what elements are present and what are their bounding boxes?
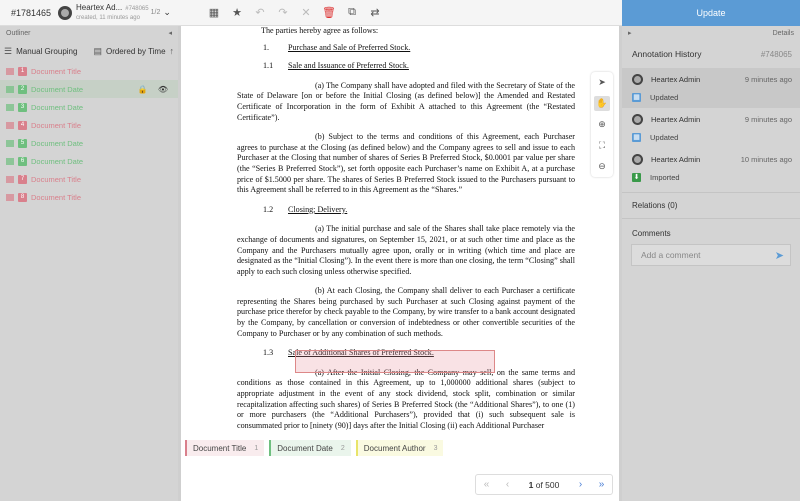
undo-icon[interactable]: ↶	[255, 7, 265, 19]
history-item[interactable]	[622, 68, 800, 108]
hand-icon[interactable]: ✋	[594, 96, 610, 111]
menu-icon[interactable]: ☰	[4, 45, 13, 56]
annotation-selector[interactable]	[58, 3, 195, 23]
created-time: created, 11 minutes ago	[76, 14, 140, 21]
region-number: 5	[18, 139, 27, 148]
history-time: 9 minutes ago	[744, 114, 792, 124]
section-1-2-title: Closing; Delivery.	[288, 204, 348, 214]
region-label: Document Date	[31, 156, 84, 166]
region-number: 4	[18, 121, 27, 130]
grid-icon[interactable]: ▦	[208, 7, 220, 19]
doc-intro: The parties hereby agree as follows:	[261, 26, 379, 35]
history-action: Updated	[650, 132, 679, 142]
history-user: Heartex Admin	[651, 154, 701, 164]
annotation-panel	[622, 0, 800, 501]
user-name: Heartex Ad...	[76, 2, 123, 12]
section-1-3-title: Sale of Additional Shares of Preferred Stock.	[288, 348, 434, 358]
region-label: Document Title	[31, 66, 82, 76]
total-pages: of 500	[535, 479, 560, 490]
region-tag-icon	[6, 86, 14, 93]
region-tag-icon	[6, 176, 14, 183]
document-page: The parties hereby agree as follows: 1. Purchase and Sale of Preferred Stock. 1.1 Sale and Issuance of Preferred Stock. (a) The Company shall have adopted and filed with the Secretary of State of the State of Delaware [on or before the Initial Closing (as defined below)] the Amended and Restated Certificate of Incorporation in the form of Exhibit A attached to this Agreement (the “Restated Certificate”). (b) Subject to the terms and conditions of this Agreement, each Purchaser agrees to purchase at the Closing (as defined below) and the Company agrees to sell and issue to each Purchaser at the Closing that number of shares of Series B Preferred Stock, $0.0001 par value per share (the “Series B Preferred Stock”), set forth opposite each Purchaser’s name on Exhibit A, at a purchase price of $1.5000 per share. The shares of Series B Preferred Stock issued to the Purchasers pursuant to this Agreement shall be referred to in this Agreement as the “Shares.” 1.2 Closing; Delivery. (a) The initial purchase and sale of the Shares shall take place remotely via the exchange of documents and signatures, on September 15, 2021, or at such other time and place as the Company and the Purchasers mutually agree upon, orally or in writing (which time and place are designated as the “Initial Closing”). In the event there is more than one closing, the term “Closing” shall apply to each such closing unless otherwise specified. (b) At each Closing, the Company shall deliver to each Purchaser a certificate representing the Shares being purchased by such Purchaser at such Closing against payment of the purchase price therefor by check payable to the Company, by wire transfer to a bank account designated by the Company, by cancellation or conversion of indebtedness or other convertible securities of the Company to Purchaser or by any combination of such methods. 1.3 Sale of Additional Shares of Preferred Stock. (a) After the Initial Closing, the Company may sell, on the same terms and conditions as those contained in this Agreement, up to 1,000000 additional shares (subject to appropriate adjustment in the event of any stock dividend, stock split, combination or similar recapitalization affecting such shares) of Series B Preferred Stock (the “Additional Shares”), to one (1) or more purchasers (the “Additional Purchasers”), provided that (i) such subsequent sale is consummated prior to [ninety (90)] days after the Initial Closing (ii) each Additional Purchaser	[237, 26, 575, 430]
history-title: Annotation History	[632, 49, 702, 59]
region-number: 3	[18, 103, 27, 112]
arrow-up-icon[interactable]: ↑	[169, 46, 175, 56]
region-item[interactable]	[0, 170, 178, 188]
top-toolbar	[0, 0, 622, 26]
region-number: 6	[18, 157, 27, 166]
region-number: 7	[18, 175, 27, 184]
lock-icon[interactable]: 🔒	[137, 84, 148, 94]
collapse-left-icon[interactable]: ◂	[168, 30, 172, 37]
section-1-3-a: (a) After the Initial Closing, the Company may sell, on the same terms and conditions as those contained in this Agreement, up to 1,000000 additional shares (subject to appropriate adjustment in the event of any stock dividend, stock split, combination or similar recapitalization affecting such shares) of Series B Preferred Stock (the “Additional Shares”), to one (1) or more purchasers (the “Additional Purchasers”), provided that (i) such subsequent sale is consummated prior to [ninety (90)] days after the Initial Closing (ii) each Additional Purchaser	[237, 367, 575, 430]
pagination-bar	[181, 466, 619, 501]
region-item[interactable]	[0, 134, 178, 152]
history-user: Heartex Admin	[651, 74, 701, 84]
eye-icon[interactable]: 👁	[157, 84, 168, 94]
section-1-2-a: (a) The initial purchase and sale of the Shares shall take place remotely via the exchange of documents and signatures, on September 15, 2021, or at such other time and place as the Company and the Purchasers mutually agree upon, orally or in writing (which time and place are designated as the “Initial Closing”). In the event there is more than one closing, the term “Closing” shall apply to each such closing unless otherwise specified.	[237, 224, 575, 276]
outliner-panel	[0, 26, 178, 501]
region-number: 8	[18, 193, 27, 202]
label-document-title[interactable]: Document Title 1	[185, 440, 264, 456]
fit-icon[interactable]: ⛶	[598, 140, 606, 150]
region-label: Document Date	[31, 84, 84, 94]
region-label: Document Date	[31, 138, 84, 148]
region-label: Document Title	[31, 192, 82, 202]
history-time: 9 minutes ago	[744, 74, 792, 84]
send-icon[interactable]: ➤	[774, 249, 784, 262]
current-page[interactable]: 1	[528, 479, 534, 490]
section-1-title: Purchase and Sale of Preferred Stock.	[288, 42, 411, 52]
region-item[interactable]	[0, 80, 178, 98]
pointer-icon[interactable]: ➤	[598, 77, 606, 87]
history-action: Imported	[650, 172, 680, 182]
region-number: 1	[18, 67, 27, 76]
page-navigator	[475, 474, 613, 495]
region-item[interactable]	[0, 188, 178, 206]
region-number: 2	[18, 85, 27, 94]
region-label: Document Title	[31, 174, 82, 184]
task-id: #1781465	[11, 7, 52, 18]
region-item[interactable]	[0, 116, 178, 134]
selected-region-highlight[interactable]	[295, 350, 495, 373]
chevron-down-icon[interactable]: ⌄	[163, 7, 171, 17]
history-item[interactable]	[622, 108, 800, 148]
avatar	[632, 74, 643, 85]
region-tag-icon	[6, 68, 14, 75]
trash-icon[interactable]: 🗑	[322, 7, 336, 19]
last-page-icon[interactable]: »	[598, 479, 605, 490]
collapse-right-icon[interactable]: ▸	[628, 30, 632, 37]
region-item[interactable]	[0, 62, 178, 80]
region-label: Document Date	[31, 102, 84, 112]
copy-icon[interactable]: ⧉	[348, 6, 356, 18]
region-tag-icon	[6, 140, 14, 147]
section-1-2-b: (b) At each Closing, the Company shall deliver to each Purchaser a certificate representing the Shares being purchased by such Purchaser at such Closing against payment of the purchase price therefor by check payable to the Company, by wire transfer to a bank account designated by the Company, by cancellation or conversion of indebtedness or other convertible securities of the Company to Purchaser or by any combination of such methods.	[237, 286, 575, 338]
history-annotation-id: #748065	[760, 49, 792, 59]
region-tag-icon	[6, 194, 14, 201]
relations-section[interactable]: Relations (0)	[622, 192, 800, 218]
annotation-pager: 1/2	[150, 9, 161, 16]
avatar	[632, 154, 643, 165]
update-icon: ▦	[633, 94, 640, 101]
import-icon: ⬇	[633, 174, 640, 181]
region-label: Document Title	[31, 120, 82, 130]
comments-title: Comments	[622, 218, 800, 244]
grouping-select[interactable]: Manual Grouping	[16, 46, 78, 56]
region-item[interactable]	[0, 98, 178, 116]
section-1-1-a: (a) The Company shall have adopted and filed with the Secretary of State of the State of Delaware [on or before the Initial Closing (as defined below)] the Amended and Restated Certificate of Incorporation in the form of Exhibit A attached to this Agreement (the “Restated Certificate”).	[237, 80, 575, 122]
update-icon: ▦	[633, 134, 640, 141]
outliner-label: Outliner	[6, 29, 31, 37]
zoom-in-icon[interactable]: ⊕	[598, 119, 606, 129]
star-icon[interactable]: ★	[232, 7, 242, 19]
history-user: Heartex Admin	[651, 114, 701, 124]
region-tag-icon	[6, 158, 14, 165]
comment-input[interactable]	[631, 244, 791, 266]
section-1-1-title: Sale and Issuance of Preferred Stock.	[288, 61, 409, 71]
swap-icon[interactable]: ⇄	[370, 7, 380, 19]
viewer-tools	[591, 72, 613, 177]
details-label: Details	[772, 29, 794, 37]
comment-placeholder: Add a comment	[641, 250, 701, 260]
calendar-icon: ▤	[93, 45, 102, 56]
zoom-out-icon[interactable]: ⊖	[598, 161, 606, 171]
update-button[interactable]: Update	[622, 0, 800, 26]
redo-icon[interactable]: ↷	[278, 7, 288, 19]
avatar	[58, 6, 72, 20]
region-tag-icon	[6, 104, 14, 111]
annotation-id: #748065	[125, 5, 149, 12]
region-item[interactable]	[0, 152, 178, 170]
label-document-date[interactable]: Document Date 2	[269, 440, 351, 456]
region-tag-icon	[6, 122, 14, 129]
first-page-icon[interactable]: «	[483, 479, 490, 490]
history-item[interactable]	[622, 148, 800, 188]
history-action: Updated	[650, 92, 679, 102]
ordering-select[interactable]: Ordered by Time	[105, 46, 166, 56]
avatar	[632, 114, 643, 125]
toolbar-actions	[207, 6, 382, 20]
section-1-1-b: (b) Subject to the terms and conditions of this Agreement, each Purchaser agrees to purchase at the Closing (as defined below) and the Company agrees to sell and issue to each Purchaser at the Closing that number of shares of Series B Preferred Stock, $0.0001 par value per share (the “Series B Preferred Stock”), set forth opposite each Purchaser’s name on Exhibit A, at a purchase price of $1.5000 per share. The shares of Series B Preferred Stock issued to the Purchasers pursuant to this Agreement shall be referred to in this Agreement as the “Shares.”	[237, 132, 575, 195]
close-icon[interactable]: ✕	[301, 7, 311, 19]
next-page-icon[interactable]: ›	[578, 479, 583, 490]
history-time: 10 minutes ago	[740, 154, 792, 164]
label-document-author[interactable]: Document Author 3	[356, 440, 444, 456]
prev-page-icon[interactable]: ‹	[505, 479, 510, 490]
labels-bar	[181, 430, 619, 466]
